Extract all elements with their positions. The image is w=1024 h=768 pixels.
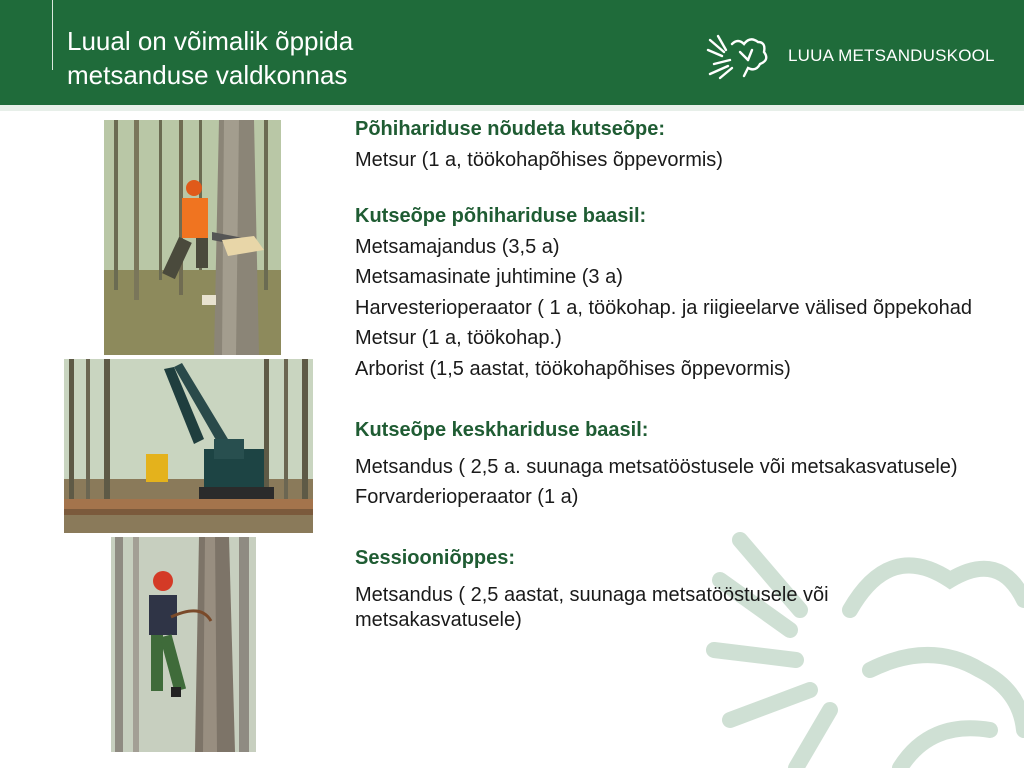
- section-heading: Kutseõpe keskhariduse baasil:: [355, 419, 649, 441]
- course-item: Metsamajandus (3,5 a): [355, 235, 560, 258]
- photo-tree-climber: [111, 537, 256, 752]
- course-item: Harvesterioperaator ( 1 a, töökohap. ja riigieelarve välised õppekohad: [355, 296, 973, 319]
- section-basic-education: [355, 201, 975, 384]
- section-secondary-education: [355, 415, 975, 513]
- forest-worker-chainsaw-icon: [104, 120, 281, 355]
- header-rule: [0, 105, 1024, 111]
- arborist-climbing-icon: [111, 537, 256, 752]
- slide-title-line-1: Luual on võimalik õppida: [67, 26, 354, 56]
- course-item: Metsandus ( 2,5 aastat, suunaga metsatööstusele või metsakasvatusele): [355, 584, 829, 631]
- section-heading: Põhihariduse nõudeta kutseõpe:: [355, 118, 666, 140]
- course-item: Arborist (1,5 aastat, töökohapõhises õppevormis): [355, 357, 791, 380]
- section-heading: Sessiooniõppes:: [355, 546, 516, 569]
- spacer: [355, 573, 975, 583]
- logo-text: LUUA METSANDUSKOOL: [788, 46, 995, 65]
- course-item: Metsamasinate juhtimine (3 a): [355, 266, 623, 288]
- school-logo: [704, 30, 1004, 80]
- slide-title: [67, 24, 627, 92]
- course-list: [355, 114, 975, 633]
- photo-harvester-machine: [64, 359, 313, 533]
- forest-harvester-icon: [64, 359, 313, 533]
- header-band: [0, 0, 1024, 105]
- course-item: Forvarderioperaator (1 a): [355, 486, 579, 508]
- slide-title-line-2: metsanduse valdkonnas: [67, 60, 348, 90]
- photo-chainsaw-felling: [104, 120, 281, 355]
- section-heading: Kutseõpe põhihariduse baasil:: [355, 205, 647, 227]
- course-item: Metsur (1 a, töökohapõhises õppevormis): [355, 148, 723, 171]
- section-basic-no-requirement: [355, 114, 975, 175]
- course-item: Metsandus ( 2,5 a. suunaga metsatööstusele või metsakasvatusele): [355, 455, 958, 478]
- course-item: Metsur (1 a, töökohap.): [355, 327, 562, 349]
- header-divider: [52, 0, 53, 70]
- oak-deer-logo-icon: [704, 30, 774, 80]
- section-session-study: [355, 543, 975, 634]
